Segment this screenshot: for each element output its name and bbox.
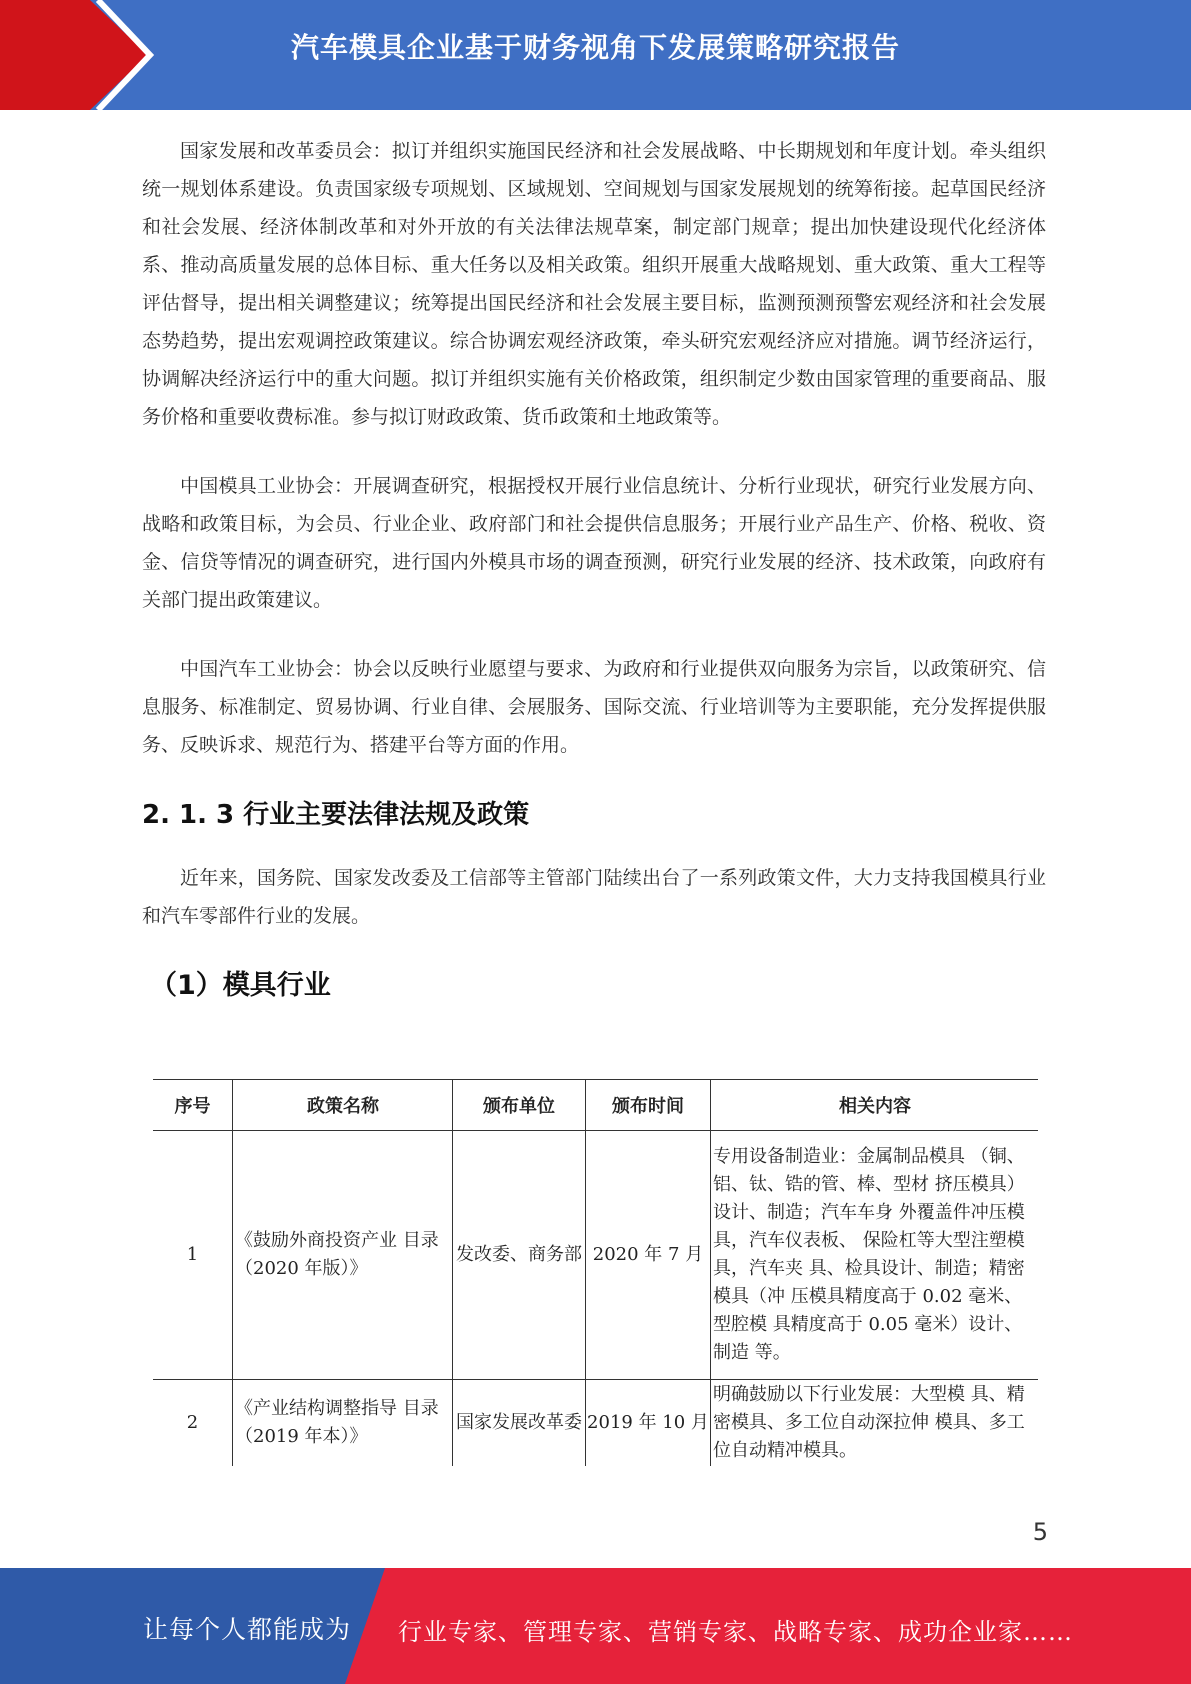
header-date: 颁布时间 (586, 1080, 711, 1131)
cell-org: 发改委、商务部 (453, 1131, 586, 1380)
page-footer (0, 1568, 1191, 1684)
cell-date: 2019 年 10 月 (586, 1380, 711, 1467)
page-number: 5 (1032, 1518, 1048, 1546)
cell-policy-name: 《鼓励外商投资产业 目录（2020 年版）》 (233, 1131, 453, 1380)
cell-no: 1 (153, 1131, 233, 1380)
subsection-heading: （1）模具行业 (150, 970, 331, 1001)
footer-slogan-left: 让每个人都能成为 (143, 1615, 352, 1644)
section-paragraph: 近年来，国务院、国家发改委及工信部等主管部门陆续出台了一系列政策文件，大力支持我国模具行业和汽车零部件行业的发展。 (142, 867, 1046, 927)
header-content: 相关内容 (711, 1080, 1039, 1131)
table-header-row (153, 1080, 1038, 1131)
header-org: 颁布单位 (453, 1080, 586, 1131)
paragraph-ndrc: 国家发展和改革委员会：拟订并组织实施国民经济和社会发展战略、中长期规划和年度计划。牵头组织统一规划体系建设。负责国家级专项规划、区域规划、空间规划与国家发展规划的统筹衔接。起草国民经济和社会发展、经济体制改革和对外开放的有关法律法规草案，制定部门规章；提出加快建设现代化经济体系、推动高质量发展的总体目标、重大任务以及相关政策。组织开展重大战略规划、重大政策、重大工程等评估督导，提出相关调整建议；统筹提出国民经济和社会发展主要目标，监测预测预警宏观经济和社会发展态势趋势，提出宏观调控政策建议。综合协调宏观经济政策，牵头研究宏观经济应对措施。调节经济运行，协调解决经济运行中的重大问题。拟订并组织实施有关价格政策，组织制定少数由国家管理的重要商品、服务价格和重要收费标准。参与拟订财政政策、货币政策和土地政策等。 (142, 140, 1046, 428)
cell-date: 2020 年 7 月 (586, 1131, 711, 1380)
cell-content: 专用设备制造业：金属制品模具 （铜、铝、钛、锆的管、棒、型材 挤压模具）设计、制造；汽车车身 外覆盖件冲压模具，汽车仪表板、 保险杠等大型注塑模具，汽车夹 具、检具设计、制造；精密模具（冲 压模具精度高于 0.02 毫米、型腔模 具精度高于 0.05 毫米）设计、制造 等。 (711, 1131, 1039, 1380)
cell-no: 2 (186, 1412, 199, 1433)
paragraph-auto-association: 中国汽车工业协会：协会以反映行业愿望与要求、为政府和行业提供双向服务为宗旨，以政策研究、信息服务、标准制定、贸易协调、行业自律、会展服务、国际交流、行业培训等为主要职能，充分发挥提供服务、反映诉求、规范行为、搭建平台等方面的作用。 (142, 658, 1046, 756)
header-policy-name: 政策名称 (233, 1080, 453, 1131)
paragraph-mould-association: 中国模具工业协会：开展调查研究，根据授权开展行业信息统计、分析行业现状，研究行业发展方向、战略和政策目标，为会员、行业企业、政府部门和社会提供信息服务；开展行业产品生产、价格、税收、资金、信贷等情况的调查研究，进行国内外模具市场的调查预测，研究行业发展的经济、技术政策，向政府有关部门提出政策建议。 (142, 475, 1046, 611)
page-header (0, 0, 1191, 110)
policy-table (153, 1079, 1038, 1466)
section-heading: 2. 1. 3 行业主要法律法规及政策 (142, 800, 530, 830)
table-row (153, 1131, 1038, 1380)
page-content (142, 132, 1046, 1030)
report-title: 汽车模具企业基于财务视角下发展策略研究报告 (290, 31, 900, 64)
table-row (153, 1380, 1038, 1467)
cell-policy-name: 《产业结构调整指导 目录（2019 年本）》 (233, 1380, 453, 1467)
cell-org: 国家发展改革委 (453, 1380, 586, 1467)
header-no: 序号 (153, 1080, 233, 1131)
footer-slogan-right: 行业专家、管理专家、营销专家、战略专家、成功企业家…… (398, 1618, 1073, 1646)
cell-content: 明确鼓励以下行业发展：大型模 具、精密模具、多工位自动深拉伸 模具、多工位自动精冲模具。 (711, 1380, 1039, 1467)
